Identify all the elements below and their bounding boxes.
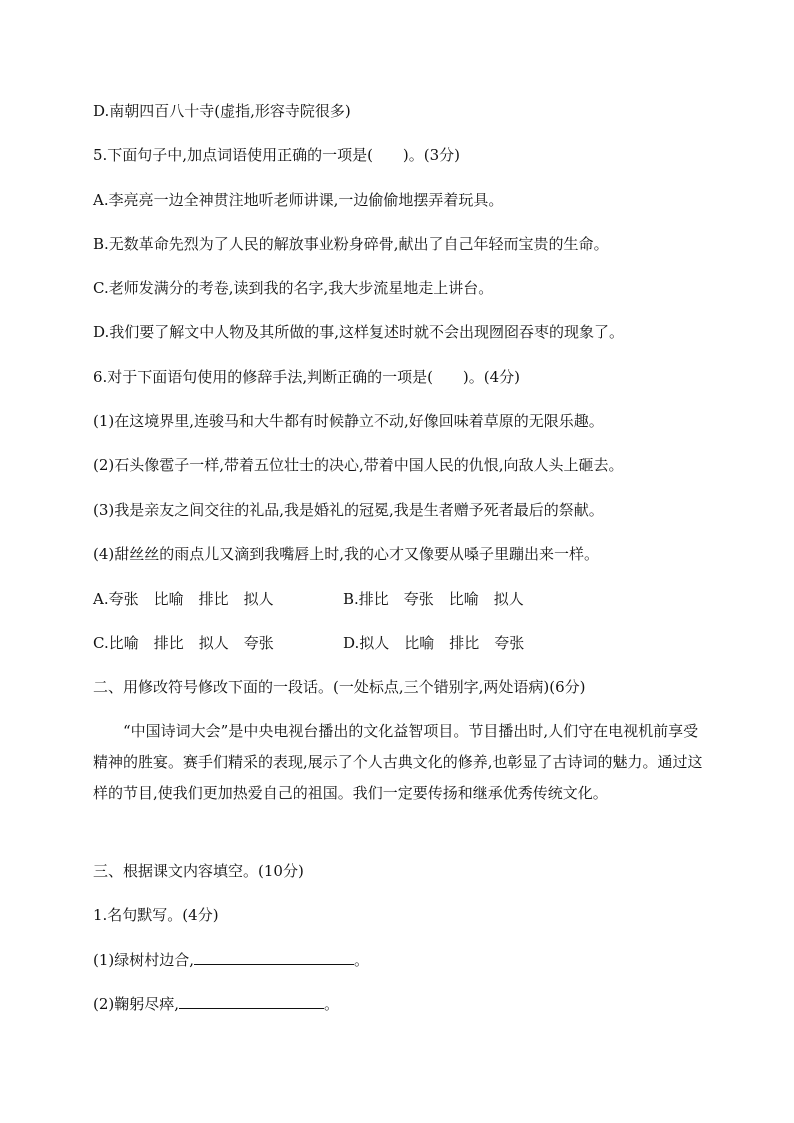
section-3-q1: 1.名句默写。(4分) [93, 906, 219, 924]
fill-item-1-period: 。 [354, 951, 370, 969]
q6-sentence-1: (1)在这境界里,连骏马和大牛都有时候静立不动,好像回味着草原的无限乐趣。 [93, 412, 604, 430]
section-3-heading: 三、根据课文内容填空。(10分) [93, 862, 304, 880]
fill-item-2-text: (2)鞠躬尽瘁, [93, 995, 180, 1013]
fill-blank-2[interactable] [179, 994, 324, 1009]
q5-option-b: B.无数革命先烈为了人民的解放事业粉身碎骨,献出了自己年轻而宝贵的生命。 [93, 235, 609, 253]
q5-stem: 5.下面句子中,加点词语使用正确的一项是( )。(3分) [93, 146, 461, 164]
q6-stem: 6.对于下面语句使用的修辞手法,判断正确的一项是( )。(4分) [93, 368, 521, 386]
q6-choice-d: D.拟人 比喻 排比 夸张 [343, 634, 525, 652]
q6-choice-c: C.比喻 排比 拟人 夸张 [93, 634, 274, 652]
fill-item-1 [93, 950, 369, 970]
q5-option-d: D.我们要了解文中人物及其所做的事,这样复述时就不会出现囫囵吞枣的现象了。 [93, 323, 625, 341]
q5-option-c: C.老师发满分的考卷,读到我的名字,我大步流星地走上讲台。 [93, 279, 494, 297]
fill-item-2-period: 。 [324, 995, 340, 1013]
section-2-paragraph: “中国诗词大会”是中央电视台播出的文化益智项目。节目播出时,人们守在电视机前享受精神的胜宴。赛手们精采的表现,展示了个人古典文化的修养,也彰显了古诗词的魅力。通过这样的节目,使我们更加热爱自己的祖国。我们一定要传扬和继承优秀传统文化。 [93, 722, 703, 802]
fill-item-1-text: (1)绿树村边合, [93, 951, 195, 969]
q6-sentence-4: (4)甜丝丝的雨点儿又滴到我嘴唇上时,我的心才又像要从嗓子里蹦出来一样。 [93, 545, 600, 563]
fill-blank-1[interactable] [194, 950, 354, 965]
q5-option-a: A.李亮亮一边全神贯注地听老师讲课,一边偷偷地摆弄着玩具。 [93, 191, 504, 209]
section-2-heading: 二、用修改符号修改下面的一段话。(一处标点,三个错别字,两处语病)(6分) [93, 678, 586, 696]
q6-choice-b: B.排比 夸张 比喻 拟人 [343, 590, 524, 608]
q6-choice-a: A.夸张 比喻 排比 拟人 [93, 590, 274, 608]
fill-item-2 [93, 994, 339, 1014]
q6-sentence-2: (2)石头像雹子一样,带着五位壮士的决心,带着中国人民的仇恨,向敌人头上砸去。 [93, 456, 624, 474]
q6-sentence-3: (3)我是亲友之间交往的礼品,我是婚礼的冠冕,我是生者赠予死者最后的祭献。 [93, 501, 604, 519]
q4-option-d: D.南朝四百八十寺(虚指,形容寺院很多) [93, 102, 351, 120]
